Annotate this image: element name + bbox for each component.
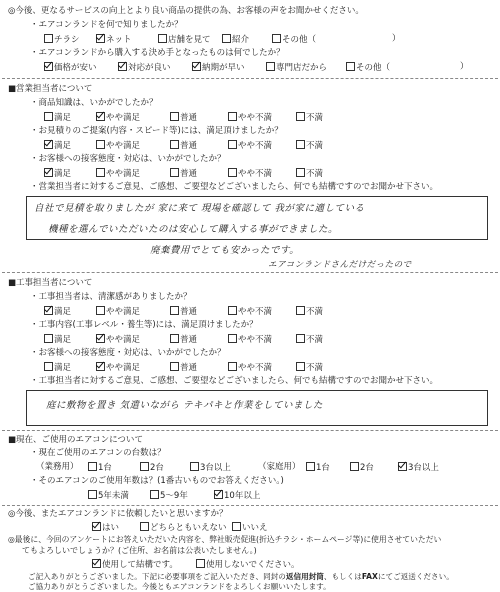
- sq4-text: ・営業担当者に対するご意見、ご感想、ご要望などございましたら、何でも結構ですのでお聞かせ下さい。: [30, 182, 439, 192]
- checkbox[interactable]: [350, 462, 359, 471]
- sq1-text: ・商品知識は、いかがでしたか？: [30, 98, 158, 108]
- sq3-opt-2[interactable]: 普通: [170, 168, 197, 179]
- checkbox[interactable]: [44, 362, 53, 371]
- q-last-text1: ◎最後に、今回のアンケートにお答えいただいた内容を、弊社販売促進(折込チラシ・ホームページ等)に使用させていただい: [8, 535, 442, 544]
- wq3-opt-4[interactable]: 不満: [296, 362, 323, 373]
- checkbox[interactable]: [296, 140, 305, 149]
- q1-opt-2[interactable]: 店舗を見て: [158, 34, 211, 45]
- checkbox[interactable]: [44, 334, 53, 343]
- checkbox[interactable]: [170, 362, 179, 371]
- q1-opt-3[interactable]: 紹介: [222, 34, 249, 45]
- checkbox[interactable]: [232, 522, 241, 531]
- sales-comment-line1: 自社で見積を取りましたが 家に来て 現場を確認して 我が家に適している: [34, 203, 365, 214]
- cq1-biz-label: （業務用）: [36, 462, 79, 472]
- checkbox[interactable]: [44, 168, 53, 177]
- checkbox[interactable]: [44, 112, 53, 121]
- checkbox[interactable]: [214, 490, 223, 499]
- checkbox[interactable]: [140, 462, 149, 471]
- cq2-opt-0[interactable]: 5年未満: [88, 490, 129, 501]
- checkbox[interactable]: [192, 62, 201, 71]
- q2-opt-4[interactable]: その他（: [346, 62, 390, 73]
- cq1-home-opt-1[interactable]: 2台: [350, 462, 374, 473]
- q1-text: ・エアコンランドを何で知りましたか？: [30, 20, 183, 30]
- checkbox[interactable]: [228, 334, 237, 343]
- checkbox[interactable]: [96, 140, 105, 149]
- checkbox[interactable]: [196, 559, 205, 568]
- checkbox[interactable]: [96, 168, 105, 177]
- sq2-opt-4[interactable]: 不満: [296, 140, 323, 151]
- sq2-opt-1[interactable]: やや満足: [96, 140, 140, 151]
- cq2-text: ・そのエアコンのご使用年数は？(1番古いものでお答えください。): [30, 476, 284, 486]
- sq1-opt-4[interactable]: 不満: [296, 112, 323, 123]
- checkbox[interactable]: [96, 112, 105, 121]
- checkbox[interactable]: [170, 168, 179, 177]
- cq1-home-label: （家庭用）: [258, 462, 301, 472]
- checkbox[interactable]: [140, 522, 149, 531]
- checkbox[interactable]: [170, 112, 179, 121]
- wq1-opt-4[interactable]: 不満: [296, 306, 323, 317]
- current-header: ■現在、ご使用のエアコンについて: [8, 435, 143, 445]
- checkbox[interactable]: [44, 34, 53, 43]
- checkbox[interactable]: [44, 140, 53, 149]
- sq3-opt-3[interactable]: やや不満: [228, 168, 272, 179]
- checkbox[interactable]: [296, 362, 305, 371]
- q-again-text: ◎今後、またエアコンランドに依頼したいと思いますか？: [8, 509, 228, 519]
- sq1-opt-2[interactable]: 普通: [170, 112, 197, 123]
- checkbox[interactable]: [228, 362, 237, 371]
- q1-opt-1[interactable]: ネット: [96, 34, 132, 45]
- wq2-opt-4[interactable]: 不満: [296, 334, 323, 345]
- sq1-opt-1[interactable]: やや満足: [96, 112, 140, 123]
- checkbox[interactable]: [44, 306, 53, 315]
- wq1-opt-3[interactable]: やや不満: [228, 306, 272, 317]
- q-last-opt-0[interactable]: 使用して結構です。: [92, 559, 178, 570]
- cq2-opt-2[interactable]: 10年以上: [214, 490, 260, 501]
- q2-opt-3[interactable]: 専門店だから: [266, 62, 327, 73]
- q1-opt-4[interactable]: その他（: [272, 34, 316, 45]
- wq3-opt-1[interactable]: やや満足: [96, 362, 140, 373]
- sales-comment-line4: エアコンランドさんだけだったので: [268, 260, 412, 270]
- wq1-opt-0[interactable]: 満足: [44, 306, 71, 317]
- cq1-biz-opt-2[interactable]: 3台以上: [190, 462, 231, 473]
- checkbox[interactable]: [170, 306, 179, 315]
- q2-opt-0[interactable]: 価格が安い: [44, 62, 97, 73]
- cq1-home-opt-0[interactable]: 1台: [306, 462, 330, 473]
- sales-comment-line2: 機種を選んでいただいたのは安心して購入する事ができました。: [48, 224, 339, 235]
- sq2-opt-0[interactable]: 満足: [44, 140, 71, 151]
- q1-close: ）: [392, 34, 401, 44]
- divider: [2, 430, 498, 431]
- q-last-text2: てもよろしいでしょうか？(ご住所、お名前は公表いたしません。): [22, 546, 257, 555]
- checkbox[interactable]: [228, 112, 237, 121]
- divider: [2, 505, 498, 506]
- checkbox[interactable]: [228, 168, 237, 177]
- q-last-opt-1[interactable]: 使用しないでください。: [196, 559, 300, 570]
- q1-opt-0[interactable]: チラシ: [44, 34, 80, 45]
- wq1-opt-2[interactable]: 普通: [170, 306, 197, 317]
- cq1-biz-opt-1[interactable]: 2台: [140, 462, 164, 473]
- q-again-opt-0[interactable]: はい: [92, 522, 119, 533]
- checkbox[interactable]: [96, 334, 105, 343]
- intro-text: ◎今後、更なるサービスの向上とより良い商品の提供の為、お客様の声をお聞かせください。: [8, 6, 364, 16]
- checkbox[interactable]: [96, 306, 105, 315]
- cq1-biz-opt-0[interactable]: 1台: [88, 462, 112, 473]
- checkbox[interactable]: [228, 140, 237, 149]
- wq3-opt-0[interactable]: 満足: [44, 362, 71, 373]
- wq3-opt-3[interactable]: やや不満: [228, 362, 272, 373]
- work-header: ■工事担当者について: [8, 278, 93, 288]
- checkbox[interactable]: [44, 62, 53, 71]
- checkbox[interactable]: [296, 306, 305, 315]
- sq2-opt-3[interactable]: やや不満: [228, 140, 272, 151]
- wq4-text: ・工事担当者に対するご意見、ご感想、ご要望などございましたら、何でも結構ですのでお聞かせ下さい。: [30, 376, 439, 386]
- divider: [2, 78, 498, 79]
- wq2-opt-3[interactable]: やや不満: [228, 334, 272, 345]
- checkbox[interactable]: [92, 522, 101, 531]
- sq2-opt-2[interactable]: 普通: [170, 140, 197, 151]
- sq1-opt-3[interactable]: やや不満: [228, 112, 272, 123]
- sales-header: ■営業担当者について: [8, 84, 93, 94]
- checkbox[interactable]: [296, 112, 305, 121]
- checkbox[interactable]: [296, 334, 305, 343]
- checkbox[interactable]: [158, 34, 167, 43]
- checkbox[interactable]: [118, 62, 127, 71]
- sq3-opt-1[interactable]: やや満足: [96, 168, 140, 179]
- footer-line2: ご協力ありがとうございました。今後ともエアコンランドをよろしくお願いいたします。: [28, 582, 331, 591]
- sq2-text: ・お見積りのご提案(内容・スピード等)には、満足頂けましたか？: [30, 126, 283, 136]
- sq3-opt-4[interactable]: 不満: [296, 168, 323, 179]
- checkbox[interactable]: [170, 140, 179, 149]
- q2-text: ・エアコンランドから購入する決め手となったものは何でしたか？: [30, 48, 285, 58]
- checkbox[interactable]: [88, 462, 97, 471]
- q2-opt-1[interactable]: 対応が良い: [118, 62, 171, 73]
- wq3-text: ・お客様への接客態度・対応は、いかがでしたか？: [30, 348, 226, 358]
- checkbox[interactable]: [88, 490, 97, 499]
- checkbox[interactable]: [96, 362, 105, 371]
- cq1-text: ・現在ご使用のエアコンの台数は？: [30, 448, 166, 458]
- sq3-opt-0[interactable]: 満足: [44, 168, 71, 179]
- sq3-text: ・お客様への接客態度・対応は、いかがでしたか？: [30, 154, 226, 164]
- q2-close: ）: [460, 62, 469, 72]
- checkbox[interactable]: [228, 306, 237, 315]
- checkbox[interactable]: [346, 62, 355, 71]
- q-again-opt-2[interactable]: いいえ: [232, 522, 268, 533]
- checkbox[interactable]: [266, 62, 275, 71]
- checkbox[interactable]: [272, 34, 281, 43]
- wq1-text: ・工事担当者は、清潔感がありましたか？: [30, 292, 192, 302]
- sales-comment-line3: 廃棄費用でとても安かったです。: [150, 245, 300, 256]
- checkbox[interactable]: [190, 462, 199, 471]
- wq2-text: ・工事内容(工事レベル・養生等)には、満足頂けましたか？: [30, 320, 258, 330]
- checkbox[interactable]: [222, 34, 231, 43]
- envelope-text: 返信用封筒: [285, 572, 324, 581]
- wq3-opt-2[interactable]: 普通: [170, 362, 197, 373]
- checkbox[interactable]: [150, 490, 159, 499]
- sq1-opt-0[interactable]: 満足: [44, 112, 71, 123]
- checkbox[interactable]: [170, 334, 179, 343]
- cq2-opt-1[interactable]: 5～9年: [150, 490, 188, 501]
- wq2-opt-1[interactable]: やや満足: [96, 334, 140, 345]
- q2-opt-2[interactable]: 納期が早い: [192, 62, 245, 73]
- checkbox[interactable]: [306, 462, 315, 471]
- checkbox[interactable]: [398, 462, 407, 471]
- wq2-opt-0[interactable]: 満足: [44, 334, 71, 345]
- wq2-opt-2[interactable]: 普通: [170, 334, 197, 345]
- divider: [2, 272, 498, 273]
- work-comment-line1: 庭に敷物を置き 気遣いながら テキパキと作業をしていました: [46, 400, 324, 411]
- checkbox[interactable]: [96, 34, 105, 43]
- checkbox[interactable]: [296, 168, 305, 177]
- cq1-home-opt-2[interactable]: 3台以上: [398, 462, 439, 473]
- wq1-opt-1[interactable]: やや満足: [96, 306, 140, 317]
- fax-text: FAX: [361, 572, 378, 581]
- checkbox[interactable]: [92, 559, 101, 568]
- footer-line1: ご記入ありがとうございました。下記に必要事項をご記入いただき、同封の返信用封筒、もしくはFAXにてご返送ください。: [28, 572, 454, 581]
- q-again-opt-1[interactable]: どちらともいえない: [140, 522, 227, 533]
